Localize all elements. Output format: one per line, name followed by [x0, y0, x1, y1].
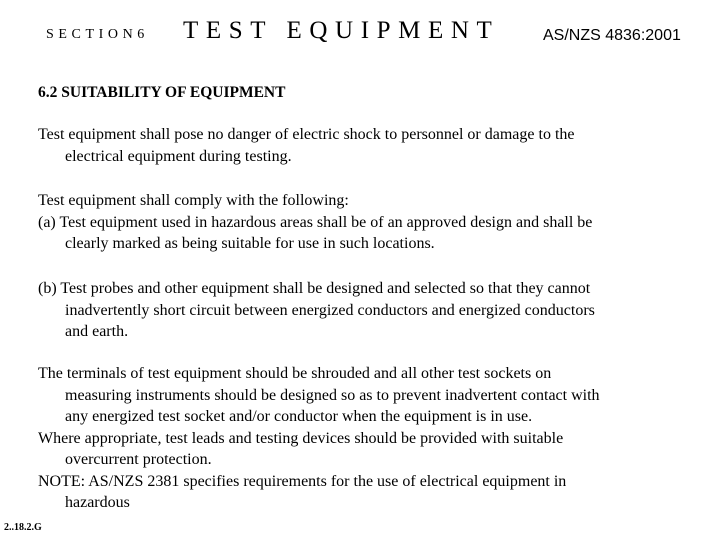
- text-line: any energized test socket and/or conductor when the equipment is in use.: [65, 408, 533, 425]
- paragraph-test-probes: [38, 278, 688, 343]
- text-line: Test equipment shall comply with the following:: [38, 192, 349, 209]
- text-line: measuring instruments should be designed so as to prevent inadvertent contact with: [65, 386, 600, 404]
- text-line: inadvertently short circuit between energized conductors and energized conductors: [65, 301, 595, 319]
- paragraph-shock-danger: [38, 124, 688, 167]
- text-line: electrical equipment during testing.: [65, 147, 292, 165]
- text-line: and earth.: [65, 323, 129, 340]
- section-label: SECTION6: [46, 27, 149, 42]
- text-line: The terminals of test equipment should be shrouded and all other test sockets on: [38, 365, 552, 382]
- text-line: clearly marked as being suitable for use in such locations.: [65, 235, 435, 252]
- text-line: hazardous: [65, 494, 130, 511]
- footer-code: 2..18.2.G: [4, 522, 42, 533]
- text-line: overcurrent protection.: [65, 451, 212, 468]
- note-line: NOTE: AS/NZS 2381 specifies requirements for the use of electrical equipment in: [38, 472, 567, 490]
- paragraph-terminals-note: [38, 363, 688, 514]
- list-item-a: (a) Test equipment used in hazardous areas shall be of an approved design and shall be: [38, 213, 593, 231]
- section-heading: 6.2 SUITABILITY OF EQUIPMENT: [38, 84, 286, 101]
- page-title: TEST EQUIPMENT: [183, 17, 500, 44]
- list-item-b: (b) Test probes and other equipment shall be designed and selected so that they cannot: [38, 280, 591, 297]
- paragraph-comply-requirements: [38, 190, 688, 255]
- text-line: Where appropriate, test leads and testing devices should be provided with suitable: [38, 429, 564, 447]
- standard-code: AS/NZS 4836:2001: [543, 27, 681, 44]
- text-line: Test equipment shall pose no danger of electric shock to personnel or damage to the: [38, 126, 575, 143]
